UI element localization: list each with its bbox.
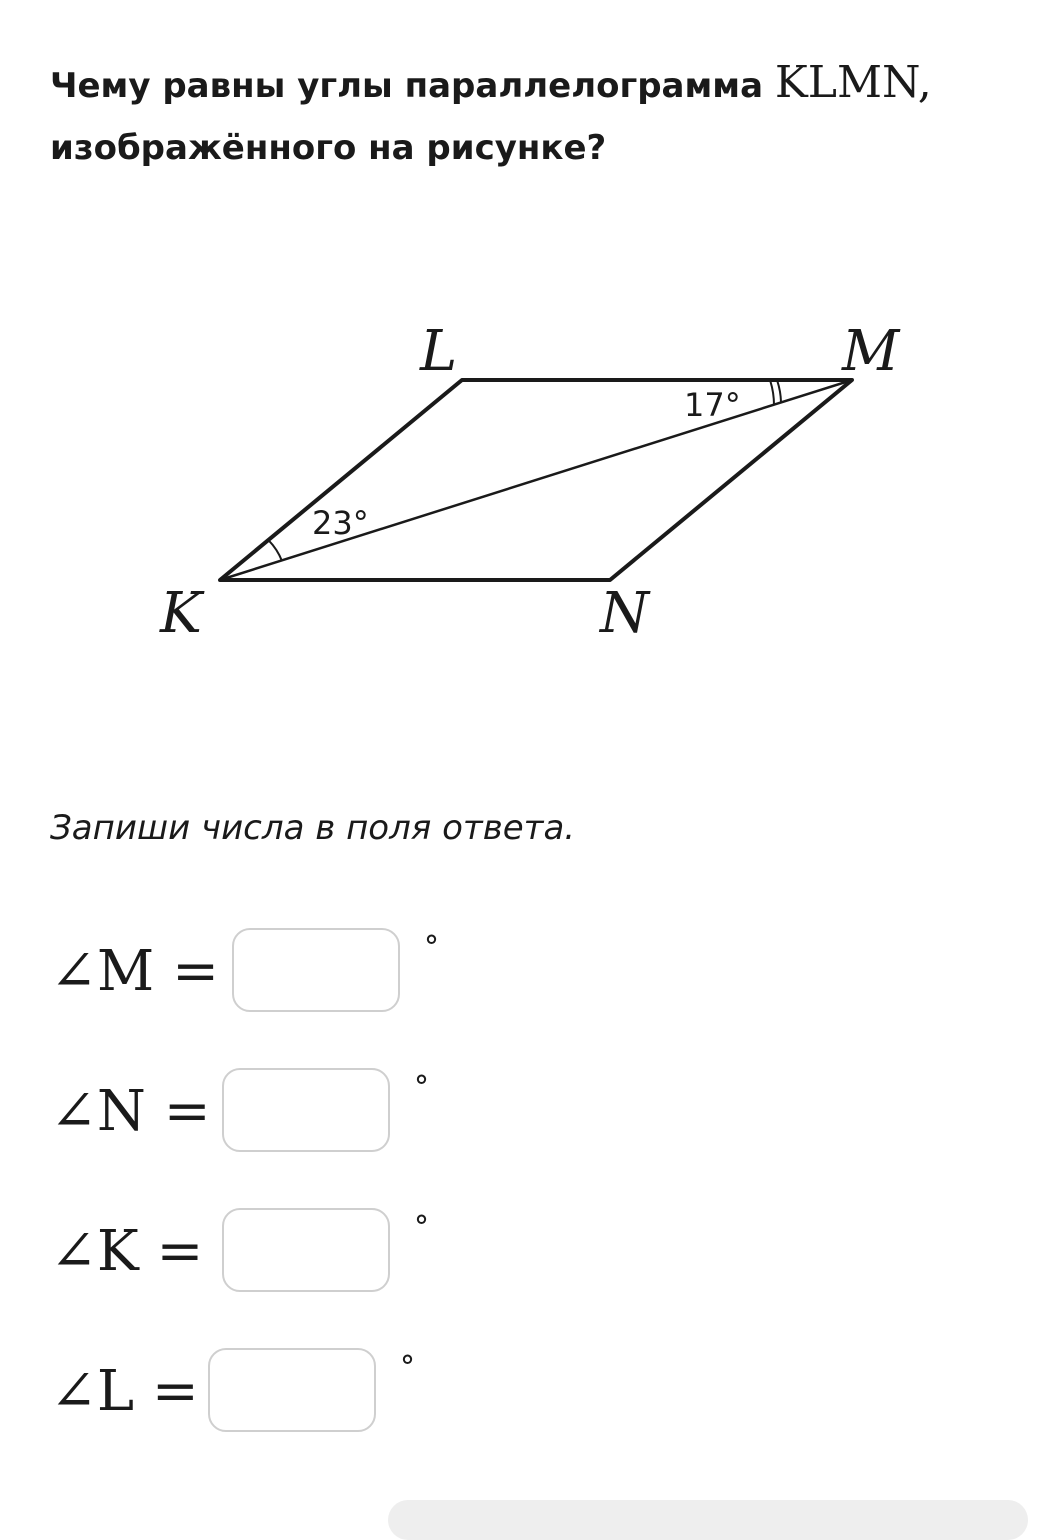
answer-label-l: ∠L =	[50, 1359, 199, 1424]
bottom-panel-edge	[388, 1500, 1028, 1540]
degree-mark-m: °	[424, 930, 439, 965]
vertex-label-k: K	[160, 581, 202, 646]
answer-input-m[interactable]	[232, 928, 400, 1012]
question-text	[50, 52, 1010, 179]
answer-label-m: ∠M =	[50, 939, 219, 1004]
parallelogram-figure	[0, 300, 1038, 660]
answer-input-l[interactable]	[208, 1348, 376, 1432]
vertex-label-l: L	[420, 319, 458, 384]
question-prefix: Чему равны углы параллелограмма	[50, 66, 764, 106]
degree-mark-k: °	[414, 1210, 429, 1245]
instruction-text: Запиши числа в поля ответа.	[50, 808, 576, 848]
degree-mark-l: °	[400, 1350, 415, 1385]
angle-value-m: 17°	[684, 386, 741, 424]
answer-label-n: ∠N =	[50, 1079, 211, 1144]
question-comma: ,	[917, 57, 932, 108]
angle-value-k: 23°	[312, 504, 369, 542]
question-line2: изображённого на рисунке?	[50, 128, 607, 168]
vertex-label-n: N	[600, 581, 649, 646]
angle-arc-k	[269, 540, 283, 561]
angle-arc-m-inner	[777, 380, 781, 402]
vertex-label-m: M	[842, 319, 900, 384]
diagonal-km	[220, 380, 852, 580]
degree-mark-n: °	[414, 1070, 429, 1105]
figure-name: KLMN	[774, 57, 918, 108]
answer-label-k: ∠K =	[50, 1219, 204, 1284]
answer-input-n[interactable]	[222, 1068, 390, 1152]
answer-input-k[interactable]	[222, 1208, 390, 1292]
angle-arc-m-outer	[770, 380, 774, 405]
